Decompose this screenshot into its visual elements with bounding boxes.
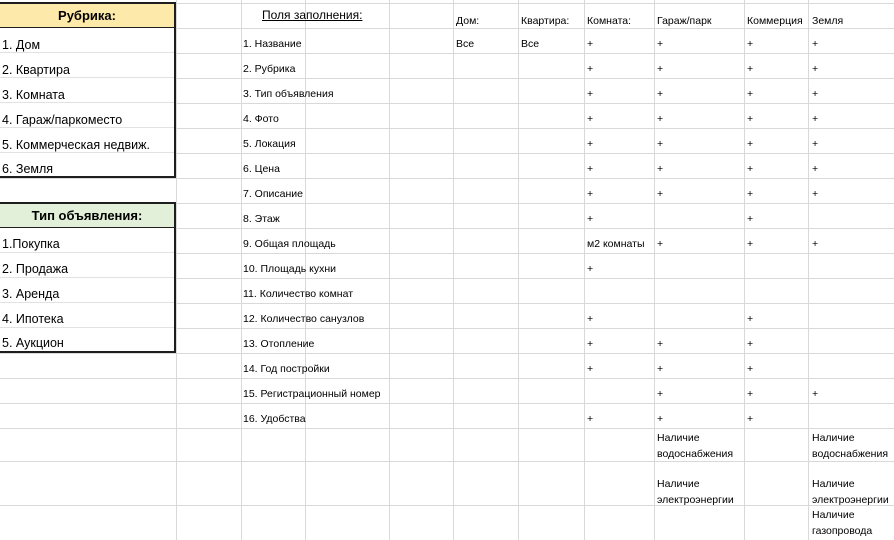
cell-commercial[interactable]: + [747, 363, 754, 375]
ad-type-panel [0, 202, 176, 353]
field-label: 7. Описание [243, 188, 303, 200]
field-label: 6. Цена [243, 163, 280, 175]
field-label: 4. Фото [243, 113, 279, 125]
ad-type-item-rent[interactable]: 3. Аренда [2, 287, 60, 301]
cell-garage[interactable]: + [657, 138, 664, 150]
cell-land[interactable]: + [812, 188, 819, 200]
field-label: 9. Общая площадь [243, 238, 336, 250]
cell-room[interactable]: + [587, 113, 594, 125]
cell-commercial[interactable]: + [747, 88, 754, 100]
cell-apartment[interactable]: Все [521, 38, 540, 50]
cell-garage[interactable]: + [657, 38, 664, 50]
cell-room[interactable]: + [587, 338, 594, 350]
cell-commercial[interactable]: + [747, 63, 754, 75]
cell-land[interactable]: + [812, 63, 819, 75]
field-label: 13. Отопление [243, 338, 315, 350]
cell-land[interactable]: + [812, 113, 819, 125]
cell-garage[interactable]: + [657, 188, 664, 200]
cell-land[interactable]: + [812, 38, 819, 50]
cell-garage[interactable]: + [657, 113, 664, 125]
cell-room[interactable]: + [587, 213, 594, 225]
column-header-apartment: Квартира: [521, 15, 570, 27]
cell-garage[interactable]: + [657, 163, 664, 175]
ad-type-item-mortgage[interactable]: 4. Ипотека [2, 312, 64, 326]
field-label: 12. Количество санузлов [243, 313, 365, 325]
cell-commercial[interactable]: + [747, 388, 754, 400]
rubric-item-house[interactable]: 1. Дом [2, 38, 41, 52]
cell-commercial[interactable]: + [747, 188, 754, 200]
cell-room[interactable]: м2 комнаты [587, 238, 645, 250]
ad-type-item-sale[interactable]: 2. Продажа [2, 262, 69, 276]
cell-land[interactable]: + [812, 138, 819, 150]
cell-commercial[interactable]: + [747, 338, 754, 350]
column-header-garage: Гараж/парк [657, 15, 712, 27]
cell-room[interactable]: + [587, 313, 594, 325]
field-label: 15. Регистрационный номер [243, 388, 381, 400]
rubric-item-land[interactable]: 6. Земля [2, 162, 54, 176]
cell-house[interactable]: Все [456, 38, 475, 50]
cell-garage[interactable]: + [657, 63, 664, 75]
field-label: 5. Локация [243, 138, 296, 150]
cell-commercial[interactable]: + [747, 413, 754, 425]
cell-garage[interactable]: + [657, 413, 664, 425]
cell-commercial[interactable]: + [747, 163, 754, 175]
rubric-item-room[interactable]: 3. Комната [2, 88, 65, 102]
fields-title: Поля заполнения: [262, 8, 363, 22]
cell-room[interactable]: + [587, 88, 594, 100]
cell-room[interactable]: + [587, 38, 594, 50]
column-header-room: Комната: [587, 15, 632, 27]
cell-garage[interactable]: + [657, 238, 664, 250]
ad-type-item-auction[interactable]: 5. Аукцион [2, 336, 64, 350]
cell-commercial[interactable]: + [747, 313, 754, 325]
note-land-power: Наличие электроэнергии [812, 478, 889, 506]
field-label: 11. Количество комнат [243, 288, 354, 300]
field-label: 14. Год постройки [243, 363, 330, 375]
field-label: 10. Площадь кухни [243, 263, 337, 275]
ad-type-title: Тип объявления: [0, 204, 174, 228]
field-label: 1. Название [243, 38, 302, 50]
field-label: 2. Рубрика [243, 63, 296, 75]
cell-garage[interactable]: + [657, 388, 664, 400]
field-label: 8. Этаж [243, 213, 280, 225]
rubric-item-apartment[interactable]: 2. Квартира [2, 63, 70, 77]
cell-commercial[interactable]: + [747, 113, 754, 125]
cell-garage[interactable]: + [657, 338, 664, 350]
column-header-land: Земля [812, 15, 844, 27]
cell-garage[interactable]: + [657, 363, 664, 375]
rubric-panel [0, 2, 176, 178]
cell-room[interactable]: + [587, 188, 594, 200]
cell-commercial[interactable]: + [747, 213, 754, 225]
cell-commercial[interactable]: + [747, 238, 754, 250]
cell-room[interactable]: + [587, 138, 594, 150]
cell-garage[interactable]: + [657, 88, 664, 100]
cell-room[interactable]: + [587, 163, 594, 175]
cell-land[interactable]: + [812, 388, 819, 400]
note-land-water: Наличие водоснабжения [812, 432, 889, 460]
cell-land[interactable]: + [812, 163, 819, 175]
cell-commercial[interactable]: + [747, 138, 754, 150]
cell-room[interactable]: + [587, 63, 594, 75]
cell-land[interactable]: + [812, 238, 819, 250]
cell-land[interactable]: + [812, 88, 819, 100]
column-header-commercial: Коммерция [747, 15, 803, 27]
field-label: 3. Тип объявления [243, 88, 334, 100]
note-garage-water: Наличие водоснабжения [657, 432, 734, 460]
column-header-house: Дом: [456, 15, 480, 27]
cell-room[interactable]: + [587, 263, 594, 275]
rubric-item-garage[interactable]: 4. Гараж/паркоместо [2, 113, 123, 127]
ad-type-item-purchase[interactable]: 1.Покупка [2, 237, 60, 251]
cell-commercial[interactable]: + [747, 38, 754, 50]
rubric-item-commercial[interactable]: 5. Коммерческая недвиж. [2, 138, 150, 152]
rubric-title: Рубрика: [0, 4, 174, 28]
note-land-gas: Наличие газопровода [812, 509, 873, 537]
field-label: 16. Удобства [243, 413, 306, 425]
note-garage-power: Наличие электроэнергии [657, 478, 734, 506]
cell-room[interactable]: + [587, 413, 594, 425]
cell-room[interactable]: + [587, 363, 594, 375]
